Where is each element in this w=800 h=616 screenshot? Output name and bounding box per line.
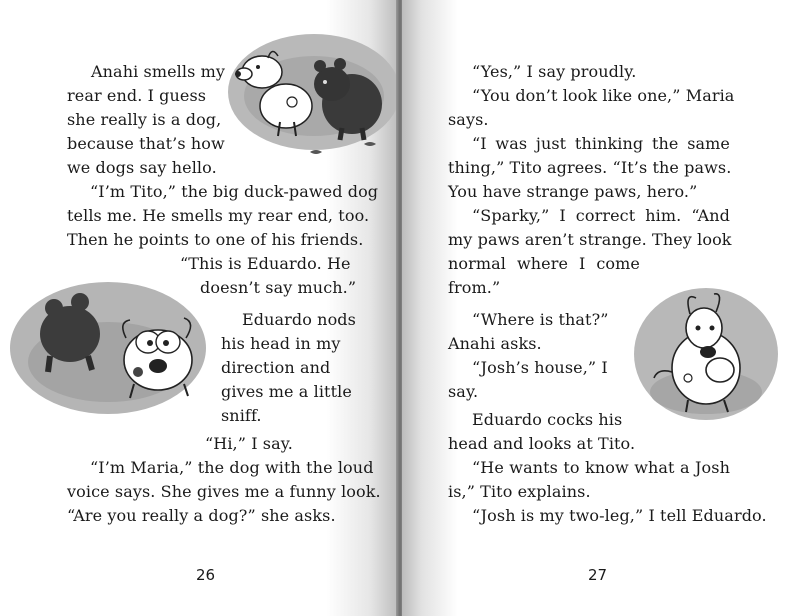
text-line: “I’m Maria,” the dog with the loud [90, 458, 374, 477]
text-line: Anahi smells my [91, 62, 225, 81]
text-line: You have strange paws, hero.” [448, 182, 698, 201]
text-line: “Where is that?” [472, 310, 609, 329]
sparky-sniffing-illustration [624, 282, 784, 430]
text-line: voice says. She gives me a funny look. [67, 482, 381, 501]
text-line: Then he points to one of his friends. [67, 230, 364, 249]
text-line: “Yes,” I say proudly. [472, 62, 637, 81]
sparky-meets-bear-dog-illustration [222, 24, 398, 166]
text-line: normal where I come [448, 254, 640, 273]
text-line: gives me a little [221, 382, 352, 401]
text-line: “Hi,” I say. [205, 434, 293, 453]
text-line: “He wants to know what a Josh [472, 458, 730, 477]
text-line: we dogs say hello. [67, 158, 217, 177]
text-line: rear end. I guess [67, 86, 207, 105]
text-line: tells me. He smells my rear end, too. [67, 206, 370, 225]
text-line: from.” [448, 278, 501, 297]
text-line: Eduardo cocks his [472, 410, 623, 429]
text-line: “Josh is my two-leg,” I tell Eduardo. [472, 506, 767, 525]
text-line: “I was just thinking the same [472, 134, 730, 153]
left-page [0, 0, 398, 616]
text-line: my paws aren’t strange. They look [448, 230, 732, 249]
page-number: 27 [588, 566, 608, 584]
text-line: thing,” Tito agrees. “It’s the paws. [448, 158, 732, 177]
text-line: “Josh’s house,” I [472, 358, 608, 377]
text-line: direction and [221, 358, 331, 377]
text-line: “Sparky,” I correct him. “And [472, 206, 730, 225]
text-line: “This is Eduardo. He [180, 254, 351, 273]
text-line: head and looks at Tito. [448, 434, 636, 453]
text-line: she really is a dog, [67, 110, 222, 129]
text-line: because that’s how [67, 134, 225, 153]
text-line: “You don’t look like one,” Maria [472, 86, 735, 105]
text-line: his head in my [221, 334, 341, 353]
text-line: doesn’t say much.” [200, 278, 357, 297]
text-line: says. [448, 110, 489, 129]
text-line: Eduardo nods [242, 310, 356, 329]
right-page [402, 0, 800, 616]
text-line: is,” Tito explains. [448, 482, 591, 501]
page-number: 26 [196, 566, 216, 584]
text-line: “Are you really a dog?” she asks. [67, 506, 336, 525]
sparky-and-dark-dog-illustration [8, 272, 218, 422]
text-line: “I’m Tito,” the big duck-pawed dog [90, 182, 379, 201]
text-line: Anahi asks. [448, 334, 542, 353]
text-line: say. [448, 382, 479, 401]
text-line: sniff. [221, 406, 262, 425]
